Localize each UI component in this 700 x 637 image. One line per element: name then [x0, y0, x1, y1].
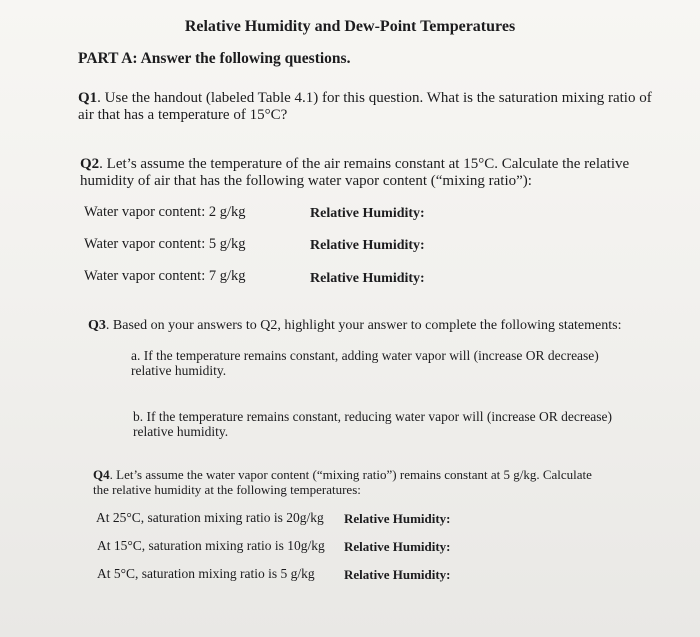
q3-statement-b-line-1: b. If the temperature remains constant, reducing water vapor will (increase OR decrease) [133, 409, 613, 424]
q2-row-2-label: Water vapor content: 5 g/kg [84, 236, 246, 252]
q3-statement-a-line-1: a. If the temperature remains constant, adding water vapor will (increase OR decrease) [131, 348, 599, 363]
question-1-line-2: air that has a temperature of 15°C? [78, 107, 288, 123]
q4-row-2-answer: Relative Humidity: [344, 539, 451, 554]
q4-row-1-label: At 25°C, saturation mixing ratio is 20g/kg [96, 510, 324, 525]
question-4-line-2: the relative humidity at the following temperatures: [93, 482, 361, 497]
question-4 [93, 467, 592, 497]
q3-statement-a [131, 348, 599, 378]
q4-row-3-answer: Relative Humidity: [344, 567, 451, 582]
question-1-number: Q1 [78, 90, 98, 106]
q2-row-2-answer: Relative Humidity: [310, 238, 425, 253]
question-2-number: Q2 [80, 156, 100, 172]
question-2-line-2: humidity of air that has the following water vapor content (“mixing ratio”): [80, 173, 532, 189]
question-2 [80, 156, 629, 190]
q2-row-1-answer: Relative Humidity: [310, 206, 425, 221]
q3-statement-b [133, 409, 612, 439]
question-2-line-1: Q2. Let’s assume the temperature of the air remains constant at 15°C. Calculate the relative [80, 156, 630, 172]
question-4-line-1: Q4. Let’s assume the water vapor content (“mixing ratio”) remains constant at 5 g/kg. Calculate [93, 467, 592, 482]
question-3-number: Q3 [88, 318, 106, 333]
q2-row-3-answer: Relative Humidity: [310, 271, 425, 286]
question-1-line-1: Q1. Use the handout (labeled Table 4.1) for this question. What is the saturation mixing ratio of [78, 90, 652, 106]
q4-row-1-answer: Relative Humidity: [344, 511, 451, 526]
question-1 [78, 90, 652, 124]
question-4-number: Q4 [93, 467, 110, 482]
q2-row-1-label: Water vapor content: 2 g/kg [84, 204, 246, 220]
part-a-heading: PART A: Answer the following questions. [78, 50, 351, 67]
q2-row-3-label: Water vapor content: 7 g/kg [84, 268, 246, 284]
question-3: Q3. Based on your answers to Q2, highlight your answer to complete the following statements: [88, 318, 622, 333]
q4-row-2-label: At 15°C, saturation mixing ratio is 10g/kg [97, 538, 325, 553]
q3-statement-a-line-2: relative humidity. [131, 363, 227, 378]
q4-row-3-label: At 5°C, saturation mixing ratio is 5 g/kg [97, 566, 315, 581]
page-title: Relative Humidity and Dew-Point Temperatures [184, 18, 516, 35]
q3-statement-b-line-2: relative humidity. [133, 424, 229, 439]
